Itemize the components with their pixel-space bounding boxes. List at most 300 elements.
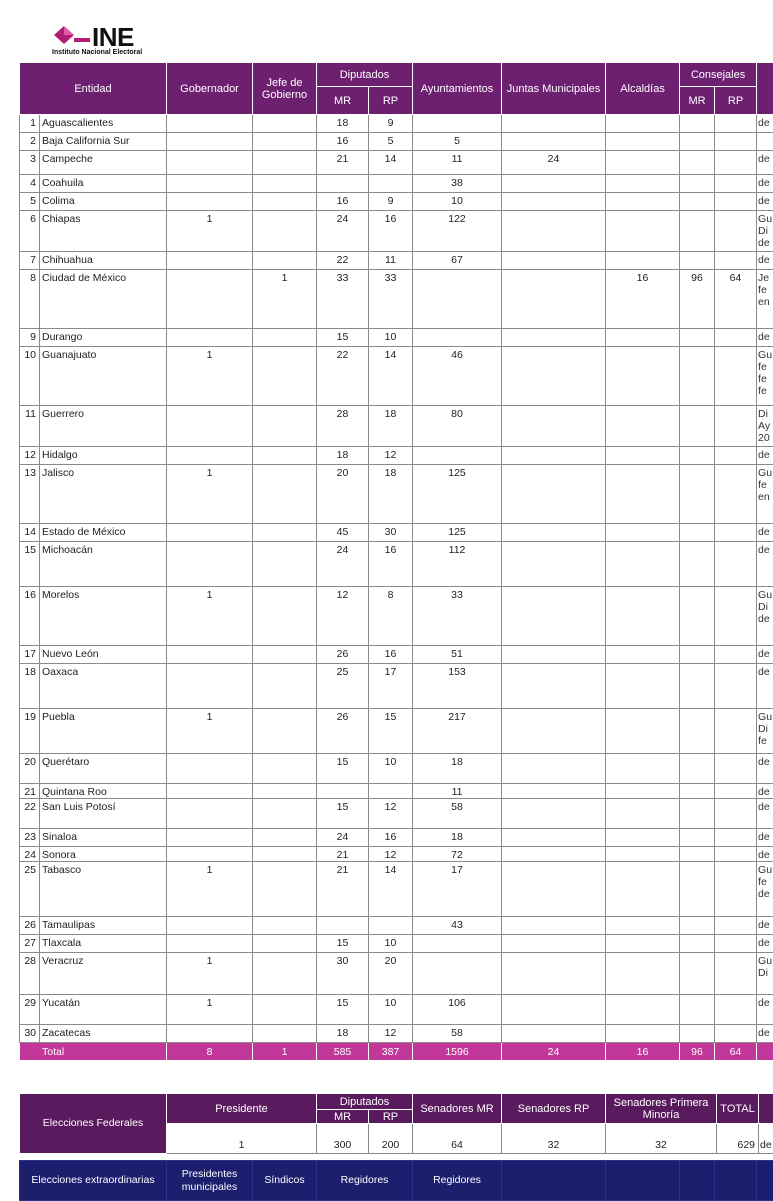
row-alcaldias	[606, 784, 680, 799]
row-alcaldias	[606, 935, 680, 953]
extraordinary-label: Elecciones extraordinarias	[20, 1161, 167, 1201]
row-ayuntamientos: 58	[413, 1025, 502, 1043]
header-diputados-rp: RP	[369, 87, 413, 115]
row-consejales-mr	[680, 252, 715, 270]
table-row	[20, 133, 773, 151]
elections-by-state-table	[19, 62, 773, 1061]
row-gobernador	[167, 799, 253, 829]
row-juntas	[502, 1025, 606, 1043]
total-diputados-mr: 585	[317, 1043, 369, 1061]
row-ayuntamientos: 51	[413, 646, 502, 664]
row-gobernador: 1	[167, 953, 253, 995]
row-alcaldias	[606, 133, 680, 151]
row-diputados-rp: 5	[369, 133, 413, 151]
row-diputados-rp: 16	[369, 542, 413, 587]
row-juntas	[502, 587, 606, 646]
row-diputados-mr: 25	[317, 664, 369, 709]
federal-header-rp: RP	[369, 1110, 413, 1124]
row-juntas	[502, 329, 606, 347]
row-number: 6	[20, 211, 40, 252]
row-gobernador	[167, 175, 253, 193]
row-observaciones: de	[757, 664, 773, 709]
table-row	[20, 252, 773, 270]
row-entidad: Zacatecas	[40, 1025, 167, 1043]
table-row	[20, 465, 773, 524]
row-consejales-rp	[715, 709, 757, 754]
row-observaciones: de	[757, 524, 773, 542]
row-juntas	[502, 646, 606, 664]
row-diputados-rp: 12	[369, 1025, 413, 1043]
extraordinary-presidentes	[167, 1161, 253, 1201]
row-diputados-rp: 10	[369, 935, 413, 953]
row-number: 4	[20, 175, 40, 193]
row-consejales-mr	[680, 664, 715, 709]
row-entidad: Veracruz	[40, 953, 167, 995]
row-observaciones: de	[757, 175, 773, 193]
row-diputados-mr: 18	[317, 115, 369, 133]
row-entidad: Hidalgo	[40, 447, 167, 465]
row-consejales-mr	[680, 862, 715, 917]
row-entidad: Chiapas	[40, 211, 167, 252]
row-gobernador	[167, 1025, 253, 1043]
federal-elections-table	[19, 1093, 773, 1154]
row-diputados-mr: 21	[317, 862, 369, 917]
extraordinary-regidores-2: Regidores	[413, 1161, 502, 1201]
row-diputados-mr: 30	[317, 953, 369, 995]
federal-header-mr: MR	[317, 1110, 369, 1124]
row-gobernador	[167, 406, 253, 447]
row-consejales-rp	[715, 1025, 757, 1043]
row-observaciones: de	[757, 847, 773, 862]
row-ayuntamientos: 125	[413, 524, 502, 542]
extraordinary-presidentes-line1: Presidentes	[182, 1168, 237, 1180]
row-consejales-rp	[715, 447, 757, 465]
row-observaciones: de	[757, 1025, 773, 1043]
row-entidad: Estado de México	[40, 524, 167, 542]
row-consejales-mr	[680, 935, 715, 953]
row-consejales-rp: 64	[715, 270, 757, 329]
table-row	[20, 1025, 773, 1043]
row-number: 16	[20, 587, 40, 646]
row-consejales-rp	[715, 917, 757, 935]
row-alcaldias: 16	[606, 270, 680, 329]
row-juntas	[502, 664, 606, 709]
row-juntas	[502, 542, 606, 587]
row-diputados-mr: 26	[317, 709, 369, 754]
federal-header-senadores-pm-line1: Senadores Primera	[614, 1097, 709, 1109]
row-observaciones: de	[757, 252, 773, 270]
row-jefe-gobierno	[253, 935, 317, 953]
row-jefe-gobierno	[253, 465, 317, 524]
row-jefe-gobierno	[253, 133, 317, 151]
row-ayuntamientos: 11	[413, 784, 502, 799]
row-number: 13	[20, 465, 40, 524]
row-consejales-mr	[680, 115, 715, 133]
row-diputados-rp: 11	[369, 252, 413, 270]
federal-header-senadores-mr: Senadores MR	[413, 1094, 502, 1124]
row-diputados-mr	[317, 917, 369, 935]
row-consejales-mr	[680, 784, 715, 799]
row-jefe-gobierno	[253, 784, 317, 799]
row-entidad: Quintana Roo	[40, 784, 167, 799]
federal-total-value: 629	[717, 1124, 759, 1154]
row-juntas	[502, 270, 606, 329]
row-consejales-mr	[680, 995, 715, 1025]
row-consejales-rp	[715, 799, 757, 829]
row-diputados-rp: 12	[369, 847, 413, 862]
row-juntas	[502, 115, 606, 133]
header-consejales-rp: RP	[715, 87, 757, 115]
table-row	[20, 524, 773, 542]
table-row	[20, 211, 773, 252]
row-alcaldias	[606, 995, 680, 1025]
row-diputados-mr: 21	[317, 151, 369, 175]
row-juntas	[502, 862, 606, 917]
row-consejales-rp	[715, 151, 757, 175]
row-juntas	[502, 193, 606, 211]
row-jefe-gobierno	[253, 1025, 317, 1043]
row-consejales-rp	[715, 995, 757, 1025]
row-jefe-gobierno	[253, 175, 317, 193]
row-diputados-rp: 14	[369, 862, 413, 917]
row-entidad: Chihuahua	[40, 252, 167, 270]
row-diputados-mr: 15	[317, 799, 369, 829]
row-consejales-rp	[715, 646, 757, 664]
row-observaciones: de	[757, 995, 773, 1025]
row-entidad: Colima	[40, 193, 167, 211]
row-entidad: Aguascalientes	[40, 115, 167, 133]
row-ayuntamientos: 67	[413, 252, 502, 270]
total-ayuntamientos: 1596	[413, 1043, 502, 1061]
row-alcaldias	[606, 175, 680, 193]
row-ayuntamientos	[413, 447, 502, 465]
table-row	[20, 917, 773, 935]
header-alcaldias: Alcaldías	[606, 63, 680, 115]
row-diputados-rp: 14	[369, 347, 413, 406]
row-jefe-gobierno	[253, 917, 317, 935]
header-extra	[757, 63, 773, 115]
row-consejales-rp	[715, 406, 757, 447]
row-observaciones: de	[757, 829, 773, 847]
federal-presidente-value: 1	[167, 1124, 317, 1154]
row-observaciones	[757, 133, 773, 151]
row-observaciones: de	[757, 151, 773, 175]
row-entidad: Querétaro	[40, 754, 167, 784]
row-diputados-mr: 15	[317, 754, 369, 784]
row-consejales-mr	[680, 646, 715, 664]
row-diputados-rp: 9	[369, 193, 413, 211]
row-juntas	[502, 847, 606, 862]
row-gobernador	[167, 270, 253, 329]
row-alcaldias	[606, 406, 680, 447]
row-consejales-rp	[715, 754, 757, 784]
row-number: 28	[20, 953, 40, 995]
row-ayuntamientos: 106	[413, 995, 502, 1025]
row-observaciones: de	[757, 754, 773, 784]
row-consejales-rp	[715, 524, 757, 542]
federal-header-extra	[759, 1094, 773, 1124]
header-ayuntamientos: Ayuntamientos	[413, 63, 502, 115]
row-entidad: Sinaloa	[40, 829, 167, 847]
row-entidad: Baja California Sur	[40, 133, 167, 151]
row-consejales-rp	[715, 175, 757, 193]
row-ayuntamientos: 112	[413, 542, 502, 587]
table-row	[20, 347, 773, 406]
row-observaciones: de	[757, 542, 773, 587]
row-observaciones: Gu fe en	[757, 465, 773, 524]
row-observaciones: Gu Di de	[757, 211, 773, 252]
table-row	[20, 406, 773, 447]
row-alcaldias	[606, 847, 680, 862]
table-row	[20, 175, 773, 193]
row-consejales-mr	[680, 829, 715, 847]
row-ayuntamientos: 38	[413, 175, 502, 193]
row-alcaldias	[606, 151, 680, 175]
table-row	[20, 995, 773, 1025]
federal-header-total: TOTAL	[717, 1094, 759, 1124]
row-ayuntamientos	[413, 270, 502, 329]
row-diputados-rp: 18	[369, 406, 413, 447]
row-jefe-gobierno	[253, 953, 317, 995]
row-consejales-rp	[715, 329, 757, 347]
row-consejales-mr	[680, 799, 715, 829]
table-row	[20, 270, 773, 329]
row-entidad: Campeche	[40, 151, 167, 175]
federal-rp-value: 200	[369, 1124, 413, 1154]
row-juntas	[502, 347, 606, 406]
total-consejales-rp: 64	[715, 1043, 757, 1061]
table-row	[20, 542, 773, 587]
header-gobernador: Gobernador	[167, 63, 253, 115]
row-entidad: Tlaxcala	[40, 935, 167, 953]
row-observaciones: de	[757, 646, 773, 664]
row-diputados-mr: 15	[317, 329, 369, 347]
row-entidad: Guanajuato	[40, 347, 167, 406]
row-consejales-mr	[680, 542, 715, 587]
extraordinary-empty-4	[715, 1161, 757, 1201]
row-gobernador: 1	[167, 465, 253, 524]
row-jefe-gobierno	[253, 151, 317, 175]
row-jefe-gobierno	[253, 329, 317, 347]
row-jefe-gobierno	[253, 524, 317, 542]
extraordinary-regidores-1: Regidores	[317, 1161, 413, 1201]
row-alcaldias	[606, 646, 680, 664]
row-jefe-gobierno	[253, 847, 317, 862]
row-number: 22	[20, 799, 40, 829]
row-entidad: Morelos	[40, 587, 167, 646]
table-row	[20, 935, 773, 953]
row-consejales-rp	[715, 347, 757, 406]
row-number: 23	[20, 829, 40, 847]
row-alcaldias	[606, 709, 680, 754]
row-consejales-mr	[680, 754, 715, 784]
table-row	[20, 646, 773, 664]
table-row	[20, 953, 773, 995]
row-ayuntamientos	[413, 329, 502, 347]
row-number: 19	[20, 709, 40, 754]
row-consejales-mr	[680, 447, 715, 465]
row-jefe-gobierno	[253, 252, 317, 270]
header-entidad: Entidad	[20, 63, 167, 115]
row-observaciones: de	[757, 935, 773, 953]
row-ayuntamientos: 18	[413, 754, 502, 784]
row-alcaldias	[606, 542, 680, 587]
row-consejales-rp	[715, 862, 757, 917]
row-observaciones: de	[757, 193, 773, 211]
federal-senadores-mr-value: 64	[413, 1124, 502, 1154]
row-consejales-rp	[715, 193, 757, 211]
row-observaciones: de	[757, 115, 773, 133]
row-alcaldias	[606, 664, 680, 709]
header-diputados: Diputados	[317, 63, 413, 87]
row-entidad: Sonora	[40, 847, 167, 862]
row-diputados-mr: 16	[317, 133, 369, 151]
row-number: 5	[20, 193, 40, 211]
row-jefe-gobierno	[253, 995, 317, 1025]
row-diputados-mr: 18	[317, 447, 369, 465]
row-consejales-rp	[715, 784, 757, 799]
row-juntas	[502, 953, 606, 995]
row-consejales-rp	[715, 664, 757, 709]
row-alcaldias	[606, 465, 680, 524]
row-number: 12	[20, 447, 40, 465]
row-ayuntamientos: 33	[413, 587, 502, 646]
row-gobernador	[167, 252, 253, 270]
row-number: 18	[20, 664, 40, 709]
row-diputados-mr: 16	[317, 193, 369, 211]
row-jefe-gobierno	[253, 862, 317, 917]
row-diputados-mr: 21	[317, 847, 369, 862]
row-consejales-mr	[680, 1025, 715, 1043]
row-ayuntamientos	[413, 953, 502, 995]
row-observaciones: Gu Di	[757, 953, 773, 995]
row-consejales-rp	[715, 252, 757, 270]
row-diputados-rp: 10	[369, 754, 413, 784]
row-jefe-gobierno	[253, 447, 317, 465]
row-consejales-mr	[680, 524, 715, 542]
row-alcaldias	[606, 252, 680, 270]
row-ayuntamientos: 125	[413, 465, 502, 524]
row-entidad: Nuevo León	[40, 646, 167, 664]
row-number: 20	[20, 754, 40, 784]
row-entidad: Tamaulipas	[40, 917, 167, 935]
row-gobernador	[167, 329, 253, 347]
row-ayuntamientos: 80	[413, 406, 502, 447]
federal-header-senadores-pm-line2: Minoría	[643, 1109, 680, 1121]
row-diputados-rp: 10	[369, 995, 413, 1025]
row-diputados-mr: 18	[317, 1025, 369, 1043]
row-consejales-rp	[715, 465, 757, 524]
total-gobernador: 8	[167, 1043, 253, 1061]
row-gobernador	[167, 917, 253, 935]
total-row	[20, 1043, 773, 1061]
row-consejales-mr	[680, 847, 715, 862]
row-alcaldias	[606, 447, 680, 465]
row-consejales-mr	[680, 406, 715, 447]
row-jefe-gobierno	[253, 754, 317, 784]
row-number: 10	[20, 347, 40, 406]
row-jefe-gobierno: 1	[253, 270, 317, 329]
row-gobernador: 1	[167, 211, 253, 252]
row-diputados-rp: 12	[369, 447, 413, 465]
row-number: 11	[20, 406, 40, 447]
row-entidad: Durango	[40, 329, 167, 347]
logo-wordmark: INE	[92, 22, 134, 53]
row-observaciones: Di Ay 20	[757, 406, 773, 447]
row-jefe-gobierno	[253, 211, 317, 252]
ine-logo	[52, 22, 182, 58]
row-gobernador: 1	[167, 347, 253, 406]
row-diputados-rp: 14	[369, 151, 413, 175]
row-juntas	[502, 406, 606, 447]
row-consejales-mr	[680, 953, 715, 995]
row-diputados-mr: 22	[317, 347, 369, 406]
table-row	[20, 151, 773, 175]
row-ayuntamientos: 153	[413, 664, 502, 709]
row-gobernador: 1	[167, 995, 253, 1025]
row-diputados-mr: 45	[317, 524, 369, 542]
table-row	[20, 847, 773, 862]
extraordinary-sindicos: Síndicos	[253, 1161, 317, 1201]
header-jefe-line2: Gobierno	[262, 89, 307, 101]
row-juntas	[502, 784, 606, 799]
row-diputados-rp: 9	[369, 115, 413, 133]
row-gobernador	[167, 847, 253, 862]
row-observaciones: de	[757, 329, 773, 347]
row-diputados-rp: 15	[369, 709, 413, 754]
table-row	[20, 709, 773, 754]
row-consejales-mr	[680, 587, 715, 646]
row-juntas	[502, 799, 606, 829]
extraordinary-empty-2	[606, 1161, 680, 1201]
header-jefe-gobierno	[253, 63, 317, 115]
row-entidad: Oaxaca	[40, 664, 167, 709]
row-consejales-mr	[680, 133, 715, 151]
row-alcaldias	[606, 953, 680, 995]
row-gobernador	[167, 646, 253, 664]
row-juntas: 24	[502, 151, 606, 175]
row-gobernador	[167, 784, 253, 799]
table-row	[20, 447, 773, 465]
row-gobernador	[167, 151, 253, 175]
row-number: 26	[20, 917, 40, 935]
row-gobernador	[167, 542, 253, 587]
row-jefe-gobierno	[253, 193, 317, 211]
row-consejales-mr	[680, 917, 715, 935]
row-jefe-gobierno	[253, 709, 317, 754]
row-observaciones: Je fe en	[757, 270, 773, 329]
federal-mr-value: 300	[317, 1124, 369, 1154]
header-consejales-mr: MR	[680, 87, 715, 115]
row-diputados-mr: 15	[317, 935, 369, 953]
row-diputados-mr	[317, 175, 369, 193]
logo-subtitle: Instituto Nacional Electoral	[52, 49, 182, 56]
extraordinary-empty-5	[757, 1161, 773, 1201]
row-jefe-gobierno	[253, 587, 317, 646]
row-ayuntamientos: 5	[413, 133, 502, 151]
row-entidad: Coahuila	[40, 175, 167, 193]
row-gobernador	[167, 935, 253, 953]
row-alcaldias	[606, 329, 680, 347]
row-ayuntamientos: 18	[413, 829, 502, 847]
row-ayuntamientos	[413, 115, 502, 133]
row-juntas	[502, 754, 606, 784]
row-observaciones: Gu Di fe	[757, 709, 773, 754]
federal-header-senadores-pm	[606, 1094, 717, 1124]
row-diputados-mr: 24	[317, 829, 369, 847]
row-diputados-rp: 16	[369, 829, 413, 847]
row-number: 27	[20, 935, 40, 953]
